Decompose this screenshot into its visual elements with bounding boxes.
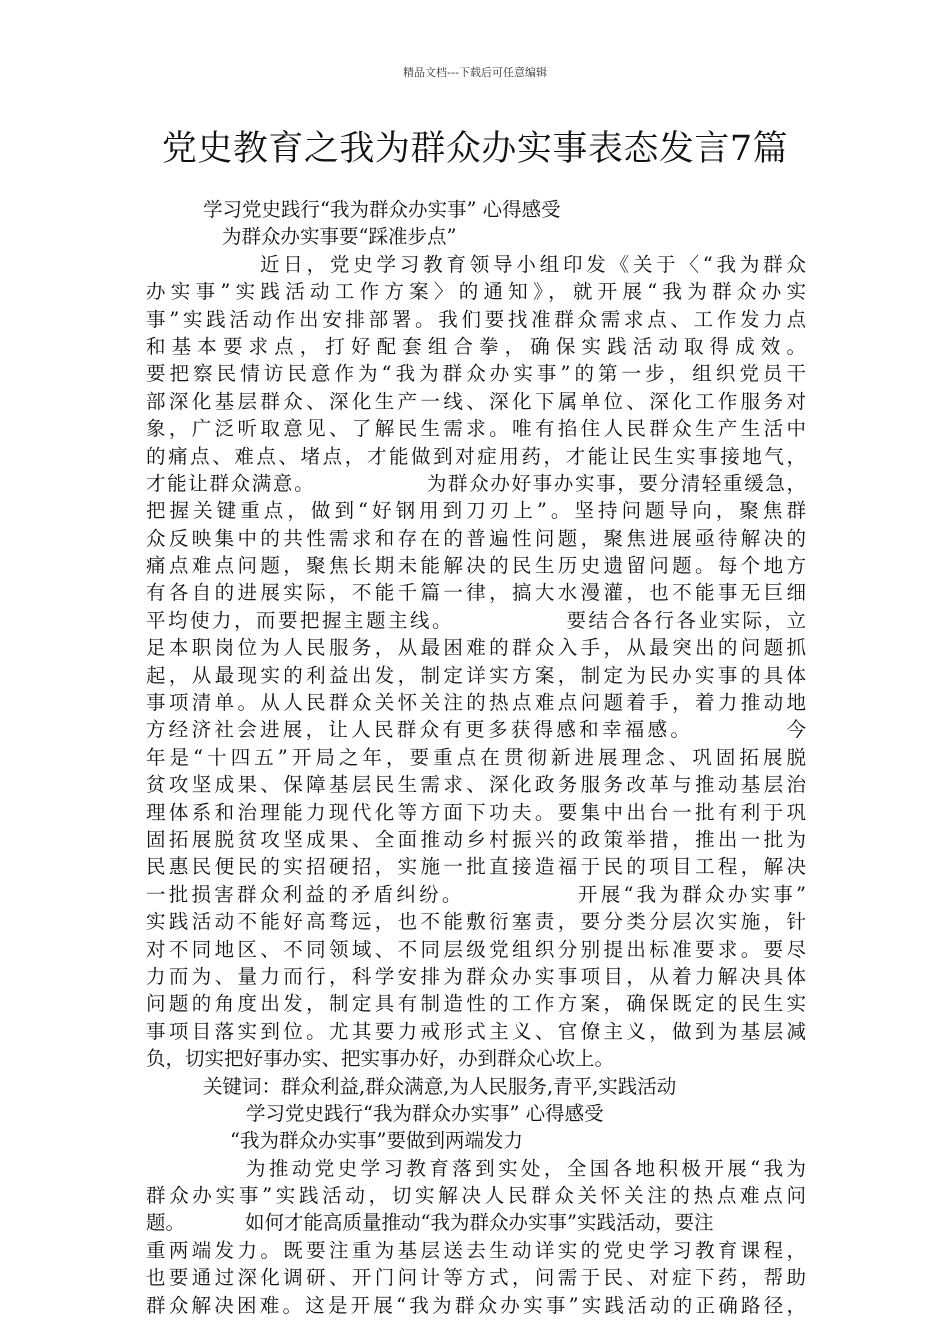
body-line-text: 要把察民情访民意作为“我为群众办实事”的第一步，组织党员干 bbox=[146, 362, 806, 386]
body-line-text: 也要通过深化调研、开门问计等方式，问需于民、对症下药，帮助 bbox=[146, 1266, 806, 1290]
body-line-text: 痛点难点问题，聚焦长期未能解决的民生历史遗留问题。每个地方 bbox=[146, 554, 806, 578]
body-line bbox=[146, 360, 806, 387]
body-line-text: 学习党史践行“我为群众办实事” 心得感受 bbox=[246, 1101, 604, 1125]
body-line bbox=[146, 333, 806, 360]
body-line bbox=[146, 990, 806, 1017]
body-line-text: 负，切实把好事办实、把实事办好，办到群众心坎上。 bbox=[146, 1047, 615, 1071]
body-line bbox=[146, 415, 806, 442]
body-line-text: 固拓展脱贫攻坚成果、全面推动乡村振兴的政策举措，推出一批为 bbox=[146, 827, 806, 851]
body-line bbox=[146, 196, 806, 223]
body-line bbox=[146, 1292, 806, 1319]
body-line-text: 开展“我为群众办实事” bbox=[574, 882, 806, 906]
body-line-text: 把握关键重点，做到“好钢用到刀刃上”。坚持问题导向，聚焦群 bbox=[146, 499, 806, 523]
body-line-text: 年是“十四五”开局之年，要重点在贯彻新进展理念、巩固拓展脱 bbox=[146, 745, 806, 769]
body-line bbox=[146, 936, 806, 963]
body-line bbox=[146, 744, 806, 771]
body-line-text: 力而为、量力而行，科学安排为群众办实事项目，从着力解决具体 bbox=[146, 964, 806, 988]
body-line bbox=[146, 388, 806, 415]
body-line bbox=[146, 1018, 806, 1045]
document-title: 党史教育之我为群众办实事表态发言7篇 bbox=[161, 129, 789, 169]
body-line bbox=[146, 607, 806, 634]
body-line-text: 问题的角度出发，制定具有制造性的工作方案，确保既定的民生实 bbox=[146, 992, 806, 1016]
body-line-text: “我为群众办实事”要做到两端发力 bbox=[230, 1129, 523, 1153]
body-line bbox=[146, 1182, 806, 1209]
body-line-text: 部深化基层群众、深化生产一线、深化下属单位、深化工作服务对 bbox=[146, 389, 806, 413]
body-line-text: 关键词：群众利益,群众满意,为人民服务,青平,实践活动 bbox=[203, 1074, 677, 1098]
body-line bbox=[146, 579, 806, 606]
body-line bbox=[146, 1073, 806, 1100]
body-line bbox=[146, 634, 806, 661]
body-line-text: 对不同地区、不同领域、不同层级党组织分别提出标准要求。要尽 bbox=[146, 937, 806, 961]
body-line-text: 群众解决困难。这是开展“我为群众办实事”实践活动的正确路径， bbox=[146, 1293, 806, 1317]
body-line-text: 事项目落实到位。尤其要力戒形式主义、官僚主义，做到为基层减 bbox=[146, 1019, 806, 1043]
body-line bbox=[146, 662, 806, 689]
body-line bbox=[146, 853, 806, 880]
body-line bbox=[146, 223, 806, 250]
body-line-text: 重两端发力。既要注重为基层送去生动详实的党史学习教育课程， bbox=[146, 1238, 806, 1262]
header-note: 精品文档---下载后可任意编辑 bbox=[403, 66, 547, 79]
body-line bbox=[146, 1155, 806, 1182]
body-line-text: 实践活动不能好高骛远，也不能敷衍塞责，要分类分层次实施，针 bbox=[146, 910, 806, 934]
body-line-text: 理体系和治理能力现代化等方面下功夫。要集中出台一批有利于巩 bbox=[146, 800, 806, 824]
body-line-text: 今 bbox=[783, 718, 806, 742]
body-line bbox=[146, 443, 806, 470]
body-line bbox=[146, 1045, 806, 1072]
body-line bbox=[146, 799, 806, 826]
body-line-text: 象，广泛听取意见、了解民生需求。唯有掐住人民群众生产生活中 bbox=[146, 417, 806, 441]
body-line-text: 众反映集中的共性需求和存在的普遍性问题，聚焦进展亟待解决的 bbox=[146, 526, 806, 550]
body-line bbox=[146, 1127, 806, 1154]
body-line bbox=[146, 881, 806, 908]
body-line-text: 如何才能高质量推动“我为群众办实事”实践活动，要注 bbox=[245, 1211, 714, 1235]
body-line bbox=[146, 1209, 806, 1236]
body-line bbox=[146, 552, 806, 579]
body-line-text: 起，从最现实的利益出发，制定详实方案，制定为民办实事的具体 bbox=[146, 663, 806, 687]
body-line-text: 才能让群众满意。 bbox=[146, 471, 316, 495]
body-line-text: 为推动党史学习教育落到实处，全国各地积极开展“我为 bbox=[246, 1156, 806, 1180]
body-line-text: 题。 bbox=[146, 1211, 186, 1235]
body-line-text: 足本职岗位为人民服务，从最困难的群众入手，从最突出的问题抓 bbox=[146, 636, 806, 660]
body-line-text: 贫攻坚成果、保障基层民生需求、深化政务服务改革与推动基层治 bbox=[146, 773, 806, 797]
body-line-text: 学习党史践行“我为群众办实事” 心得感受 bbox=[203, 198, 561, 221]
body-line bbox=[146, 251, 806, 278]
body-line-text: 办实事”实践活动工作方案〉的通知》，就开展“我为群众办实 bbox=[146, 280, 806, 304]
body-line-text: 要结合各行各业实际，立 bbox=[563, 608, 806, 632]
body-line-text: 平均使力，而要把握主题主线。 bbox=[146, 608, 454, 632]
body-line-text: 民惠民便民的实招硬招，实施一批直接造福于民的项目工程，解决 bbox=[146, 855, 806, 879]
body-line-text: 近日，党史学习教育领导小组印发《关于〈“我为群众 bbox=[260, 252, 806, 276]
body-line-text: 有各自的进展实际，不能千篇一律，搞大水漫灌，也不能事无巨细 bbox=[146, 581, 806, 605]
body-line bbox=[146, 306, 806, 333]
body-line bbox=[146, 826, 806, 853]
body-line bbox=[146, 1264, 806, 1291]
body-line-text: 事”实践活动作出安排部署。我们要找准群众需求点、工作发力点 bbox=[146, 307, 806, 331]
body-line-text: 群众办实事”实践活动，切实解决人民群众关怀关注的热点难点问 bbox=[146, 1184, 806, 1208]
body-line bbox=[146, 1237, 806, 1264]
body-line-text: 为群众办实事要“踩准步点” bbox=[222, 225, 457, 249]
body-line bbox=[146, 716, 806, 743]
body-line bbox=[146, 963, 806, 990]
body-line bbox=[146, 525, 806, 552]
body-line bbox=[146, 689, 806, 716]
body-line-text: 事项清单。从人民群众关怀关注的热点难点问题着手，着力推动地 bbox=[146, 691, 806, 715]
body-line-text: 和基本要求点，打好配套组合拳，确保实践活动取得成效。 bbox=[146, 334, 806, 358]
body-line-text: 的痛点、难点、堵点，才能做到对症用药，才能让民生实事接地气， bbox=[146, 444, 806, 468]
body-line-text: 为群众办好事办实事，要分清轻重缓急， bbox=[425, 471, 806, 495]
body-line bbox=[146, 278, 806, 305]
body-line bbox=[146, 908, 806, 935]
body-line bbox=[146, 497, 806, 524]
body-line-text: 方经济社会进展，让人民群众有更多获得感和幸福感。 bbox=[146, 718, 694, 742]
body-line bbox=[146, 771, 806, 798]
document-body bbox=[146, 196, 806, 1319]
body-line bbox=[146, 1100, 806, 1127]
body-line bbox=[146, 470, 806, 497]
body-line-text: 一批损害群众利益的矛盾纠纷。 bbox=[146, 882, 465, 906]
